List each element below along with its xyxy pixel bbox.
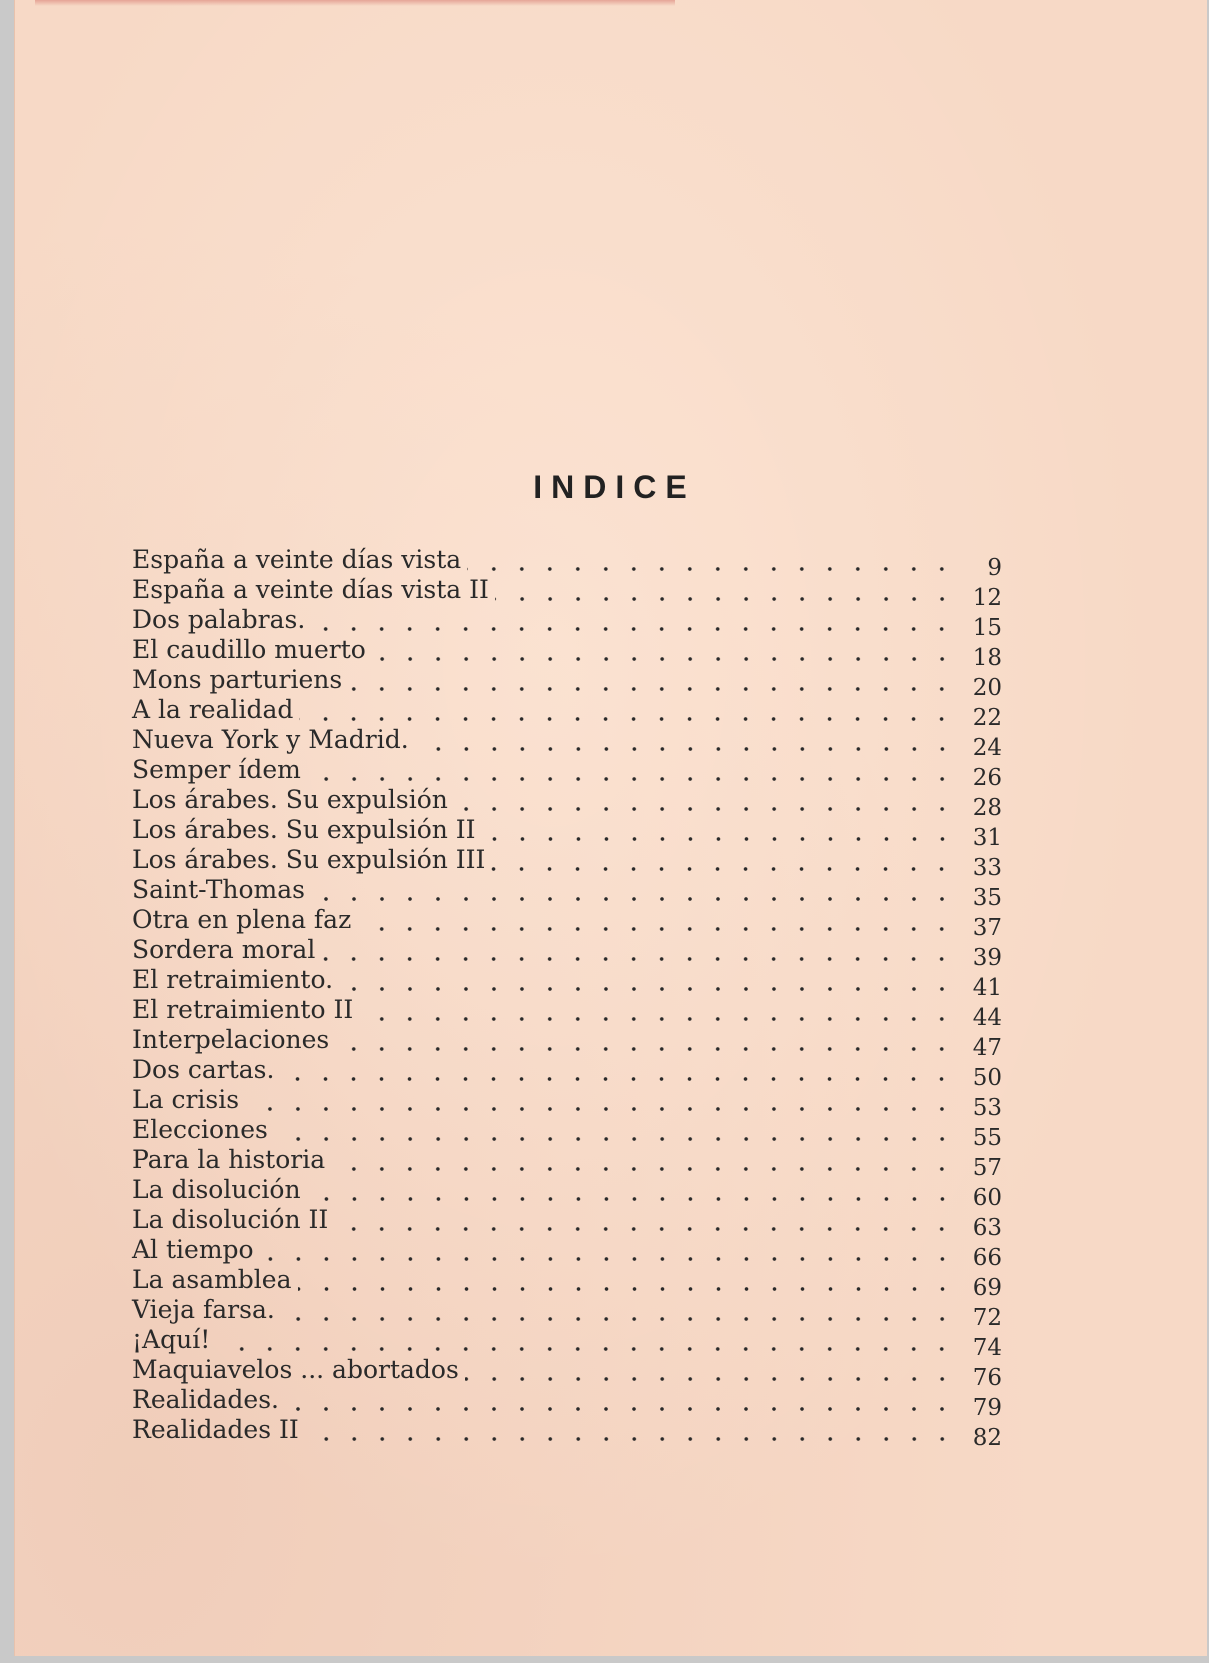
toc-entry-page-number: 41 (972, 975, 1002, 1001)
dot-leader (245, 1106, 956, 1112)
toc-entry (132, 1205, 1002, 1241)
toc-entry (132, 1175, 1002, 1211)
toc-entry-title: El retraimiento. (132, 965, 334, 994)
toc-entry-page-number: 37 (972, 915, 1002, 941)
toc-entry (132, 905, 1002, 941)
toc-entry-title: Semper ídem (132, 755, 301, 784)
dot-leader (359, 1016, 956, 1022)
dot-leader (467, 566, 956, 572)
toc-entry-title: Sordera moral (132, 935, 316, 964)
toc-entry-title: Interpelaciones (132, 1025, 330, 1054)
toc-entry (132, 1385, 1002, 1421)
dot-leader (348, 686, 956, 692)
table-of-contents (132, 545, 1002, 1451)
page-top-edge (35, 0, 675, 6)
toc-entry-page-number: 74 (972, 1335, 1002, 1361)
dot-leader (491, 866, 956, 872)
toc-entry-title: Los árabes. Su expulsión II (132, 815, 476, 844)
toc-entry-title: Maquiavelos ... abortados (132, 1355, 459, 1384)
dot-leader (307, 776, 956, 782)
toc-entry-page-number: 28 (972, 795, 1002, 821)
toc-entry-title: España a veinte días vista II (132, 575, 489, 604)
toc-entry-page-number: 18 (972, 645, 1002, 671)
toc-entry (132, 1325, 1002, 1361)
toc-entry-page-number: 35 (972, 885, 1002, 911)
toc-entry-title: Los árabes. Su expulsión (132, 785, 448, 814)
dot-leader (307, 1196, 956, 1202)
toc-entry (132, 605, 1002, 641)
toc-entry (132, 965, 1002, 1001)
toc-entry (132, 875, 1002, 911)
toc-entry (132, 845, 1002, 881)
toc-entry-page-number: 79 (972, 1395, 1002, 1421)
toc-entry-title: Mons parturiens (132, 665, 343, 694)
toc-entry-page-number: 39 (972, 945, 1002, 971)
toc-entry-page-number: 60 (972, 1185, 1002, 1211)
toc-entry (132, 755, 1002, 791)
toc-entry (132, 1115, 1002, 1151)
toc-entry (132, 1085, 1002, 1121)
toc-entry (132, 995, 1002, 1031)
dot-leader (298, 1286, 957, 1292)
toc-entry-page-number: 24 (972, 735, 1002, 761)
dot-leader (280, 1076, 956, 1082)
toc-entry-title: Dos palabras. (132, 605, 306, 634)
toc-entry-title: Para la historia (132, 1145, 326, 1174)
dot-leader (311, 626, 956, 632)
toc-entry-page-number: 63 (972, 1215, 1002, 1241)
toc-entry-page-number: 55 (972, 1125, 1002, 1151)
toc-entry-page-number: 47 (972, 1035, 1002, 1061)
toc-entry-page-number: 33 (972, 855, 1002, 881)
toc-entry (132, 815, 1002, 851)
toc-entry-page-number: 76 (972, 1365, 1002, 1391)
toc-entry (132, 1235, 1002, 1271)
dot-leader (260, 1256, 956, 1262)
page-title: INDICE (533, 469, 696, 506)
dot-leader (415, 746, 956, 752)
dot-leader (281, 1316, 956, 1322)
toc-entry-title: Saint-Thomas (132, 875, 305, 904)
dot-leader (482, 836, 956, 842)
toc-entry-title: Otra en plena faz (132, 905, 352, 934)
dot-leader (465, 1376, 956, 1382)
toc-entry-title: La disolución II (132, 1205, 329, 1234)
toc-entry-page-number: 72 (972, 1305, 1002, 1331)
toc-entry-page-number: 12 (972, 585, 1002, 611)
dot-leader (321, 956, 956, 962)
toc-entry-page-number: 82 (972, 1425, 1002, 1451)
dot-leader (216, 1346, 956, 1352)
dot-leader (305, 1436, 956, 1442)
toc-entry-title: Nueva York y Madrid. (132, 725, 409, 754)
toc-entry-page-number: 26 (972, 765, 1002, 791)
toc-entry-title: Vieja farsa. (132, 1295, 275, 1324)
dot-leader (311, 896, 956, 902)
toc-entry-page-number: 50 (972, 1065, 1002, 1091)
dot-leader (335, 1046, 956, 1052)
toc-entry (132, 1145, 1002, 1181)
toc-entry-page-number: 44 (972, 1005, 1002, 1031)
toc-entry-title: A la realidad (132, 695, 294, 724)
toc-entry-page-number: 69 (972, 1275, 1002, 1301)
dot-leader (495, 596, 956, 602)
toc-entry-title: Los árabes. Su expulsión III (132, 845, 486, 874)
toc-entry-title: El caudillo muerto (132, 635, 366, 664)
dot-leader (454, 806, 956, 812)
toc-entry-title: La crisis (132, 1085, 240, 1114)
toc-entry (132, 935, 1002, 971)
toc-entry (132, 665, 1002, 701)
toc-entry (132, 1355, 1002, 1391)
toc-entry-page-number: 9 (987, 555, 1002, 581)
toc-entry-page-number: 31 (972, 825, 1002, 851)
dot-leader (334, 1226, 956, 1232)
dot-leader (285, 1406, 956, 1412)
toc-entry-page-number: 53 (972, 1095, 1002, 1121)
toc-entry-title: La disolución (132, 1175, 301, 1204)
toc-entry-page-number: 66 (972, 1245, 1002, 1271)
toc-entry (132, 1055, 1002, 1091)
toc-entry (132, 635, 1002, 671)
toc-entry-page-number: 20 (972, 675, 1002, 701)
toc-entry-title: Realidades II (132, 1415, 299, 1444)
dot-leader (331, 1166, 956, 1172)
toc-entry-title: El retraimiento II (132, 995, 354, 1024)
dot-leader (372, 656, 956, 662)
toc-entry-title: La asamblea (132, 1265, 292, 1294)
toc-entry-page-number: 57 (972, 1155, 1002, 1181)
dot-leader (274, 1136, 956, 1142)
toc-entry-title: Elecciones (132, 1115, 268, 1144)
toc-entry-title: Realidades. (132, 1385, 279, 1414)
toc-entry-title: Al tiempo (132, 1235, 254, 1264)
toc-entry (132, 1415, 1002, 1451)
toc-entry (132, 785, 1002, 821)
toc-entry-title: ¡Aquí! (132, 1325, 211, 1354)
toc-entry (132, 725, 1002, 761)
dot-leader (357, 926, 956, 932)
toc-entry-title: Dos cartas. (132, 1055, 275, 1084)
toc-entry (132, 545, 1002, 581)
dot-leader (299, 716, 956, 722)
toc-entry (132, 1295, 1002, 1331)
toc-entry (132, 1025, 1002, 1061)
toc-entry (132, 695, 1002, 731)
toc-entry (132, 1265, 1002, 1301)
toc-entry (132, 575, 1002, 611)
toc-entry-page-number: 22 (972, 705, 1002, 731)
toc-entry-page-number: 15 (972, 615, 1002, 641)
dot-leader (339, 986, 956, 992)
toc-entry-title: España a veinte días vista (132, 545, 462, 574)
